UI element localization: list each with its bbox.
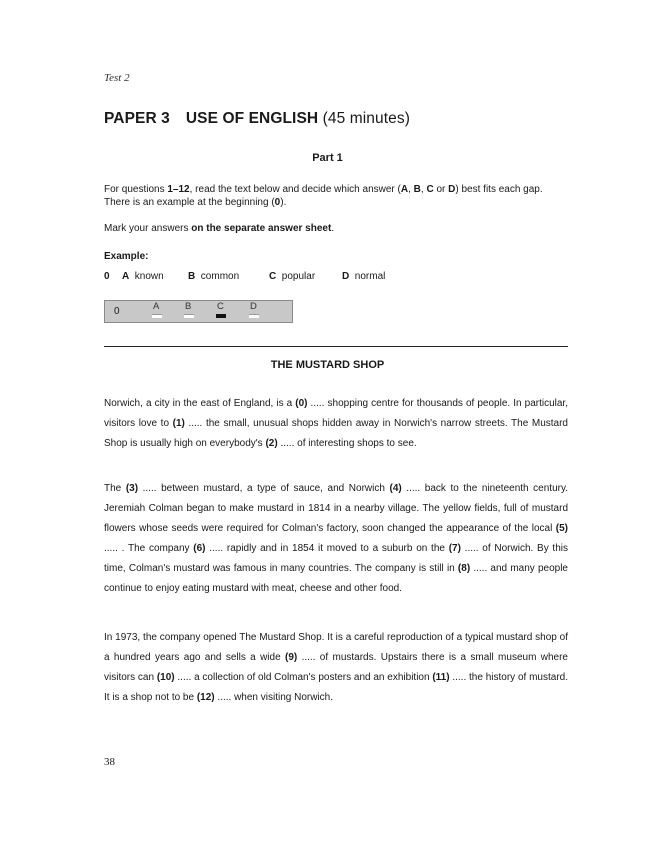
- example-answer-grid: [104, 300, 293, 323]
- answer-mark-c: [216, 314, 226, 318]
- article-paragraph-1: Norwich, a city in the east of England, is a (0) ..... shopping centre for thousands of people. In particular, visitors love to (1) ..... the small, unusual shops hidden away in Norwich's narrow streets. The Mustard Shop is usually high on everybody's (2) ..... of interesting shops to see.: [104, 398, 568, 449]
- option-b: B common: [188, 271, 240, 282]
- answer-letter-a: A: [153, 301, 160, 312]
- answer-letter-d: D: [250, 301, 257, 312]
- option-a: A known: [122, 271, 164, 282]
- answer-letter-b: B: [185, 301, 192, 312]
- paper-title: [104, 110, 410, 128]
- answer-mark-a: [152, 314, 162, 318]
- answer-mark-b: [184, 314, 194, 318]
- test-label: Test 2: [104, 72, 130, 84]
- option-c: C popular: [269, 271, 316, 282]
- article-paragraph-3: In 1973, the company opened The Mustard Shop. It is a careful reproduction of a typical mustard shop of a hundred years ago and sells a wide (9) ..... of mustards. Upstairs there is a small museum where visitors can (10) ..... a collection of old Colman's posters and an exhibition (11) ..... the history of mustard. It is a shop not to be (12) ..... when visiting Norwich.: [104, 632, 568, 703]
- paper-duration: (45 minutes): [322, 110, 410, 127]
- paper-number: PAPER 3: [104, 110, 170, 127]
- answer-letter-c: C: [217, 301, 224, 312]
- answer-grid-number: 0: [114, 306, 120, 317]
- article-paragraph-2: The (3) ..... between mustard, a type of sauce, and Norwich (4) ..... back to the nineteenth century. Jeremiah Colman began to make mustard in 1814 in a nearby village. The yellow fields, full of mustard flowers whose seeds were required for Colman's factory, soon changed the appearance of the local (5) ..... . The company (6) ..... rapidly and in 1854 it moved to a suburb on the (7) ..... of Norwich. By this time, Colman's mustard was famous in many countries. The company is still in (8) ..... and many people continue to enjoy eating mustard with meat, cheese and other food.: [104, 483, 568, 594]
- option-d: D normal: [342, 271, 386, 282]
- part-heading: Part 1: [312, 152, 343, 164]
- mark-answers-instruction: Mark your answers on the separate answer sheet.: [104, 223, 335, 234]
- example-number: 0: [104, 271, 110, 282]
- answer-mark-d: [249, 314, 259, 318]
- paper-name: USE OF ENGLISH: [185, 110, 319, 127]
- example-label: Example:: [104, 251, 149, 262]
- article-title: THE MUSTARD SHOP: [270, 359, 385, 371]
- page-number: 38: [104, 756, 115, 768]
- instructions-paragraph: For questions 1–12, read the text below and decide which answer (A, B, C or D) best fits each gap. There is an example at the beginning (0).: [104, 184, 543, 208]
- section-divider: [104, 346, 568, 347]
